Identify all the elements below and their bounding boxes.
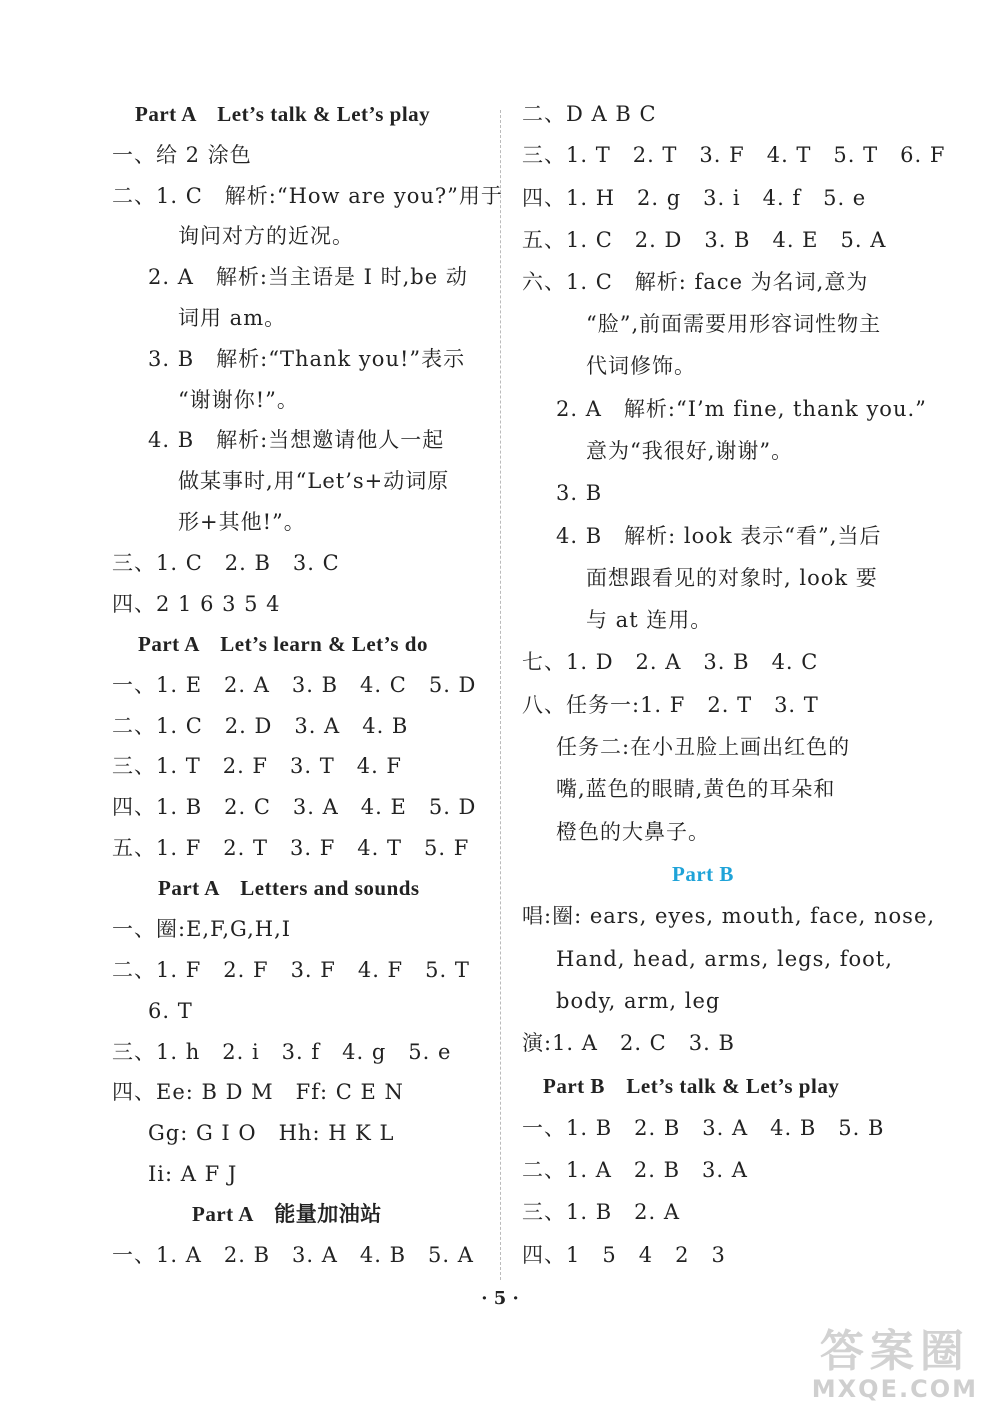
answer-line: 四、Ee: B D M Ff: C E N <box>112 1080 404 1104</box>
answer-line: 二、1. C 2. D 3. A 4. B <box>112 714 409 738</box>
answer-line: 二、D A B C <box>522 102 657 126</box>
answer-line: 意为“我很好,谢谢”。 <box>586 439 794 463</box>
answer-line: 三、1. T 2. F 3. T 4. F <box>112 754 403 778</box>
answer-line: 一、1. E 2. A 3. B 4. C 5. D <box>112 673 477 697</box>
answer-line: 三、1. h 2. i 3. f 4. g 5. e <box>112 1040 452 1064</box>
answer-line: 代词修饰。 <box>586 354 696 378</box>
answer-line: 与 at 连用。 <box>586 608 713 632</box>
answer-line: 二、1. F 2. F 3. F 4. F 5. T <box>112 958 470 982</box>
answer-line: 唱:圈: ears, eyes, mouth, face, nose, <box>522 904 936 928</box>
answer-line: 四、2 1 6 3 5 4 <box>112 592 281 616</box>
answer-line: 四、1. B 2. C 3. A 4. E 5. D <box>112 795 477 819</box>
page-number: · 5 · <box>481 1288 519 1309</box>
answer-line: Gg: G I O Hh: H K L <box>148 1121 395 1145</box>
section-heading: Part A 能量加油站 <box>192 1202 382 1226</box>
answer-line: 三、1. T 2. T 3. F 4. T 5. T 6. F <box>522 143 946 167</box>
answer-line: 任务二:在小丑脸上画出红色的 <box>556 735 851 759</box>
answer-line: 四、1 5 4 2 3 <box>522 1243 726 1267</box>
section-heading: Part A Letters and sounds <box>158 876 420 900</box>
answer-line: 一、1. A 2. B 3. A 4. B 5. A <box>112 1243 474 1267</box>
answer-line: 演:1. A 2. C 3. B <box>522 1031 735 1055</box>
section-heading: Part B <box>672 862 734 886</box>
answer-line: 八、任务一:1. F 2. T 3. T <box>522 693 819 717</box>
answer-line: “谢谢你!”。 <box>178 388 299 412</box>
answer-line: 橙色的大鼻子。 <box>556 820 710 844</box>
answer-line: 词用 am。 <box>178 306 287 330</box>
answer-line: 二、1. A 2. B 3. A <box>522 1158 748 1182</box>
answer-line: 2. A 解析:当主语是 I 时,be 动 <box>148 265 468 289</box>
answer-line: 4. B 解析:当想邀请他人一起 <box>148 428 445 452</box>
answer-line: 2. A 解析:“I’m fine, thank you.” <box>556 397 927 421</box>
answer-line: 一、给 2 涂色 <box>112 143 252 167</box>
answer-line: 嘴,蓝色的眼睛,黄色的耳朵和 <box>556 777 836 801</box>
answer-line: 面想跟看见的对象时, look 要 <box>586 566 878 590</box>
answer-line: 五、1. C 2. D 3. B 4. E 5. A <box>522 228 887 252</box>
answer-line: 三、1. B 2. A <box>522 1200 681 1224</box>
watermark <box>812 1315 978 1403</box>
answer-line: Ii: A F J <box>148 1162 238 1186</box>
answer-line: Hand, head, arms, legs, foot, <box>556 947 893 971</box>
answer-line: body, arm, leg <box>556 989 721 1013</box>
answer-line: 做某事时,用“Let’s+动词原 <box>178 469 450 493</box>
answer-line: 询问对方的近况。 <box>178 224 354 248</box>
answer-line: 三、1. C 2. B 3. C <box>112 551 340 575</box>
section-heading: Part A Let’s talk & Let’s play <box>135 102 431 126</box>
answer-line: 四、1. H 2. g 3. i 4. f 5. e <box>522 186 867 210</box>
answer-line: 二、1. C 解析:“How are you?”用于 <box>112 184 503 208</box>
answer-line: 6. T <box>148 999 193 1023</box>
watermark-url: MXQE.COM <box>811 1375 978 1403</box>
answer-line: 3. B 解析:“Thank you!”表示 <box>148 347 466 371</box>
answer-line: 形+其他!”。 <box>178 510 306 534</box>
answer-line: 一、圈:E,F,G,H,I <box>112 917 292 941</box>
column-divider <box>500 110 501 1280</box>
answer-line: 一、1. B 2. B 3. A 4. B 5. B <box>522 1116 885 1140</box>
section-heading: Part B Let’s talk & Let’s play <box>543 1074 840 1098</box>
answer-line: 六、1. C 解析: face 为名词,意为 <box>522 270 869 294</box>
answer-line: “脸”,前面需要用形容词性物主 <box>586 312 882 336</box>
section-heading: Part A Let’s learn & Let’s do <box>138 632 428 656</box>
answer-line: 4. B 解析: look 表示“看”,当后 <box>556 524 882 548</box>
watermark-logo: 答案圈 <box>819 1326 970 1377</box>
answer-line: 七、1. D 2. A 3. B 4. C <box>522 650 819 674</box>
answer-line: 五、1. F 2. T 3. F 4. T 5. F <box>112 836 470 860</box>
answer-line: 3. B <box>556 481 603 505</box>
